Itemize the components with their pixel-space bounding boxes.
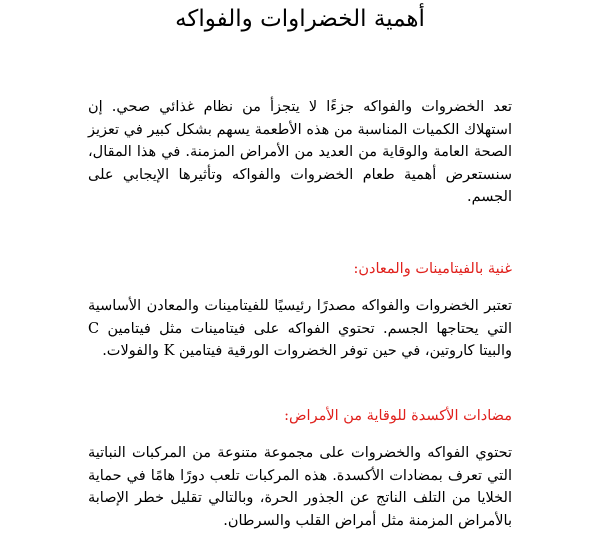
section-body-antioxidants: تحتوي الفواكه والخضروات على مجموعة متنوعة من المركبات النباتية التي تعرف بمضادات الأكسدة. هذه المركبات تلعب دورًا هامًا في حماية الخلايا من التلف الناتج عن الجذور الحرة، وبالتالي تقليل خطر الإصابة بالأمراض المزمنة مثل أمراض القلب والسرطان. — [88, 445, 512, 529]
section-heading-antioxidants: مضادات الأكسدة للوقاية من الأمراض: — [284, 408, 512, 424]
document-title: أهمية الخضراوات والفواكه — [175, 6, 425, 32]
section-heading-vitamins: غنية بالفيتامينات والمعادن: — [353, 261, 512, 277]
intro-paragraph: تعد الخضروات والفواكه جزءًا لا يتجزأ من نظام غذائي صحي. إن استهلاك الكميات المناسبة من هذه الأطعمة يسهم بشكل كبير في تعزيز الصحة العامة والوقاية من العديد من الأمراض المزمنة. في هذا المقال، سنستعرض أهمية طعام الخضروات والفواكه وتأثيرها الإيجابي على الجسم. — [88, 99, 512, 205]
section-body-vitamins: تعتبر الخضروات والفواكه مصدرًا رئيسيًا للفيتامينات والمعادن الأساسية التي يحتاجها الجسم. تحتوي الفواكه على فيتامينات مثل فيتامين C والبيتا كاروتين، في حين توفر الخضروات الورقية فيتامين K والفولات. — [88, 298, 512, 359]
